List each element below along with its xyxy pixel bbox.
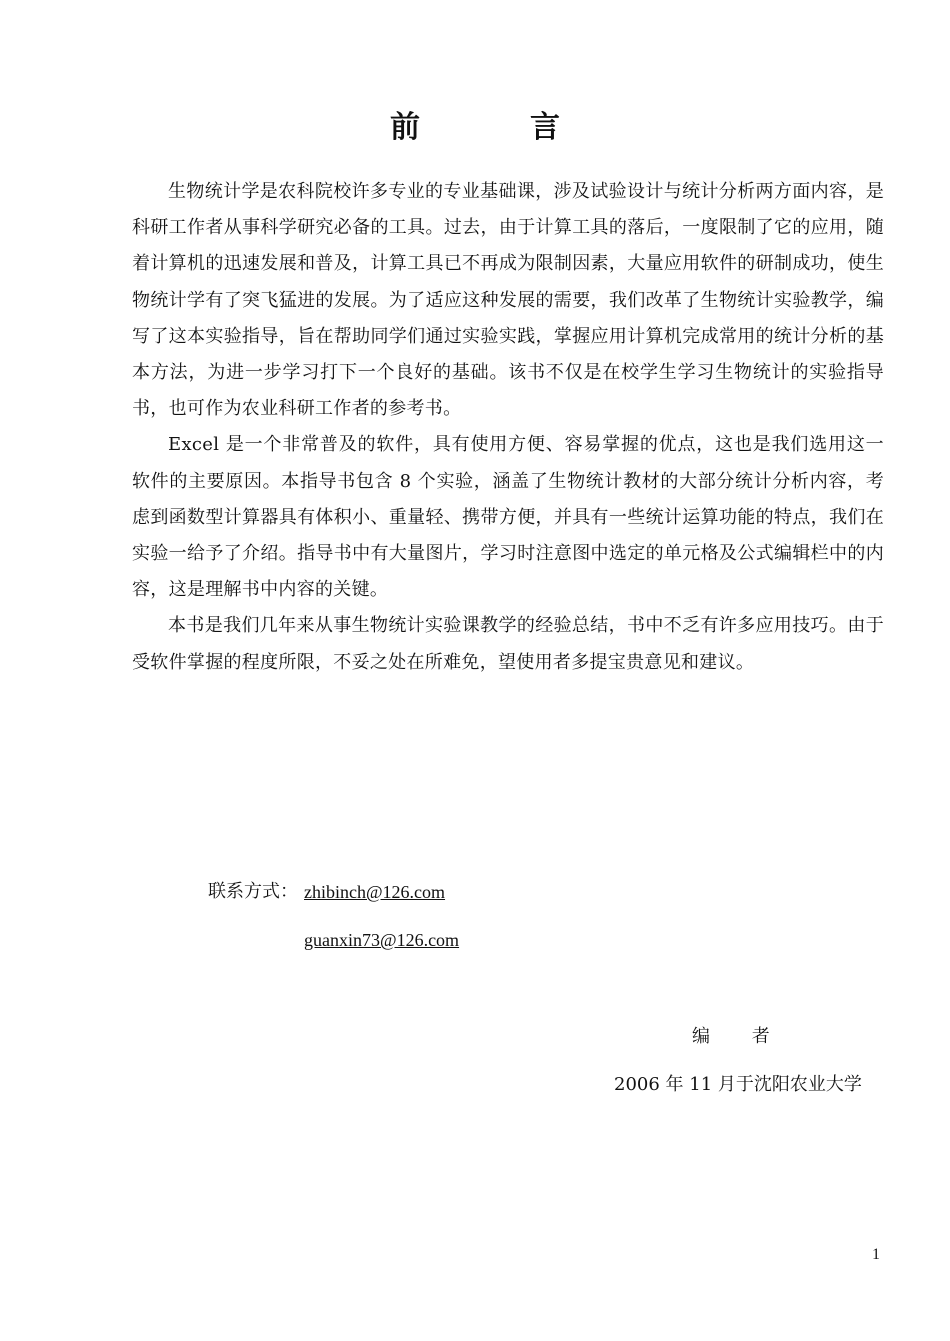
page-title: 前 言 <box>390 110 600 145</box>
contact-label: 联系方式： <box>208 881 298 902</box>
page-number: 1 <box>872 1246 880 1263</box>
contact-row-2 <box>208 928 459 976</box>
contact-row-1 <box>208 880 459 928</box>
email-link-1[interactable]: zhibinch@126.com <box>304 882 446 902</box>
paragraph-3: 本书是我们几年来从事生物统计实验课教学的经验总结，书中不乏有许多应用技巧。由于受软件掌握的程度所限，不妥之处在所难免，望使用者多提宝贵意见和建议。 <box>132 615 884 673</box>
preface-body <box>132 174 884 681</box>
paragraph-1: 生物统计学是农科院校许多专业的专业基础课，涉及试验设计与统计分析两方面内容，是科研工作者从事科学研究必备的工具。过去，由于计算工具的落后，一度限制了它的应用，随着计算机的迅速发展和普及，计算工具已不再成为限制因素，大量应用软件的研制成功，使生物统计学有了突飞猛进的发展。为了适应这种发展的需要，我们改革了生物统计实验教学，编写了这本实验指导，旨在帮助同学们通过实验实践，掌握应用计算机完成常用的统计分析的基本方法，为进一步学习打下一个良好的基础。该书不仅是在校学生学习生物统计的实验指导书，也可作为农业科研工作者的参考书。 <box>132 181 884 420</box>
paragraph-2: Excel 是一个非常普及的软件，具有使用方便、容易掌握的优点，这也是我们选用这一软件的主要原因。本指导书包含 8 个实验，涵盖了生物统计教材的大部分统计分析内容，考虑到函数型计算器具有体积小、重量轻、携带方便，并具有一些统计运算功能的特点，我们在实验一给予了介绍。指导书中有大量图片，学习时注意图中选定的单元格及公式编辑栏中的内容，这是理解书中内容的关键。 <box>132 434 884 601</box>
contact-block <box>208 880 459 976</box>
email-link-2[interactable]: guanxin73@126.com <box>304 930 460 950</box>
date-line: 2006 年 11 月于沈阳农业大学 <box>614 1074 862 1095</box>
signature: 编 者 <box>692 1026 788 1047</box>
